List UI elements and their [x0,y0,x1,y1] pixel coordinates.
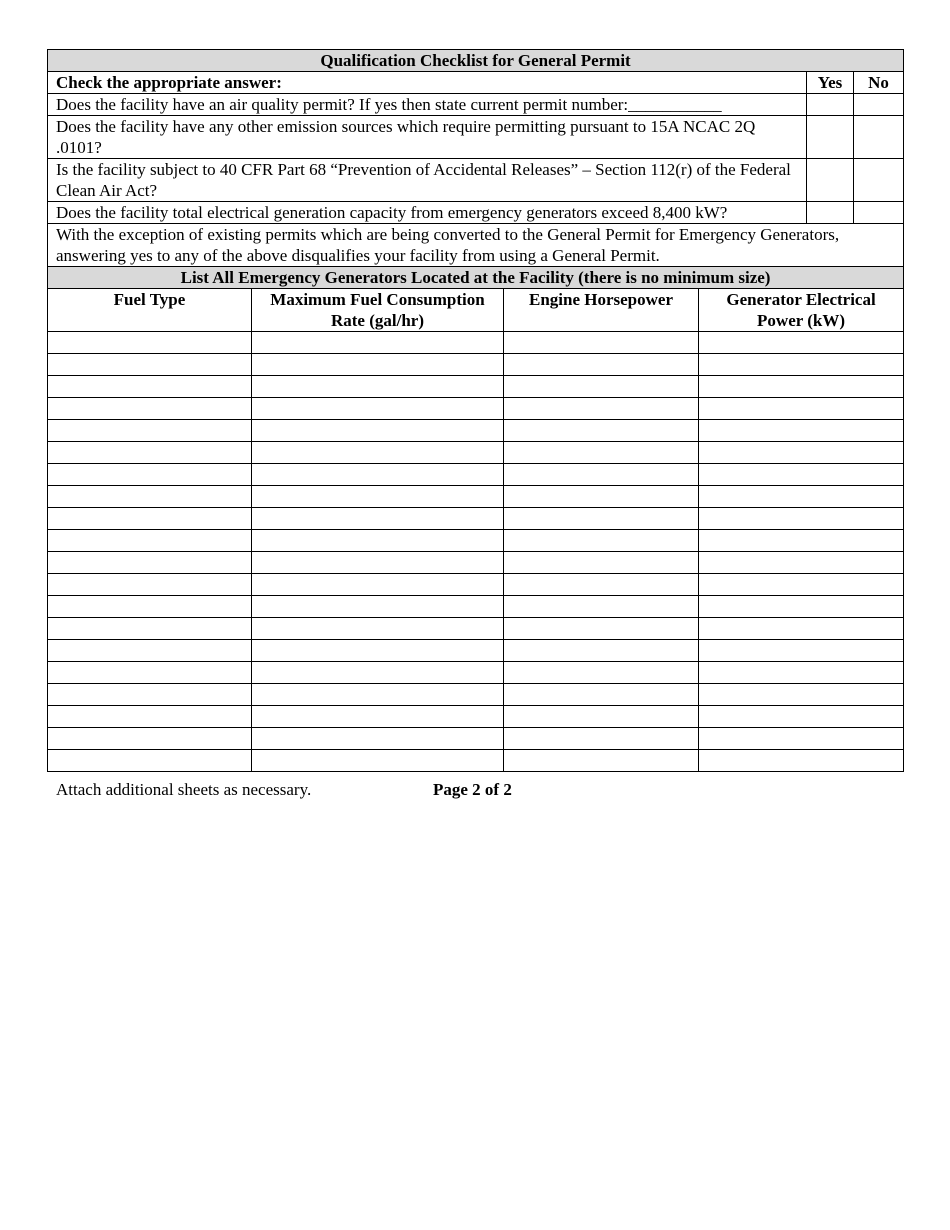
no-checkbox-cell[interactable] [854,159,904,202]
generator-entry-row [48,640,904,662]
check-header-row [48,72,904,94]
generator-entry-row [48,750,904,772]
horsepower-cell[interactable] [504,750,699,772]
horsepower-cell[interactable] [504,596,699,618]
generator-entry-row [48,420,904,442]
attach-note: Attach additional sheets as necessary. [56,780,312,799]
fuel-type-cell[interactable] [48,728,252,750]
power-cell[interactable] [699,464,904,486]
max-fuel-rate-cell[interactable] [252,640,504,662]
max-fuel-rate-cell[interactable] [252,706,504,728]
generators-title: List All Emergency Generators Located at the Facility (there is no minimum size) [48,267,904,289]
max-fuel-rate-cell[interactable] [252,420,504,442]
question-row [48,94,904,116]
fuel-type-cell[interactable] [48,662,252,684]
fuel-type-cell[interactable] [48,376,252,398]
generator-entry-row [48,486,904,508]
max-fuel-rate-cell[interactable] [252,398,504,420]
yes-header: Yes [807,72,854,94]
yes-checkbox-cell[interactable] [807,94,854,116]
max-fuel-rate-cell[interactable] [252,552,504,574]
max-fuel-rate-cell[interactable] [252,618,504,640]
generator-entry-row [48,530,904,552]
yes-checkbox-cell[interactable] [807,159,854,202]
power-cell[interactable] [699,574,904,596]
fuel-type-cell[interactable] [48,640,252,662]
max-fuel-rate-cell[interactable] [252,332,504,354]
horsepower-cell[interactable] [504,574,699,596]
power-cell[interactable] [699,354,904,376]
power-cell[interactable] [699,640,904,662]
question-air-permit: Does the facility have an air quality permit? If yes then state current permit number:___________ [48,94,807,116]
max-fuel-rate-cell[interactable] [252,442,504,464]
generator-entry-row [48,684,904,706]
fuel-type-cell[interactable] [48,508,252,530]
no-checkbox-cell[interactable] [854,116,904,159]
horsepower-cell[interactable] [504,684,699,706]
power-cell[interactable] [699,442,904,464]
power-cell[interactable] [699,486,904,508]
max-fuel-rate-cell[interactable] [252,574,504,596]
power-cell[interactable] [699,332,904,354]
col-generator-power [699,289,904,332]
fuel-type-cell[interactable] [48,596,252,618]
fuel-type-cell[interactable] [48,706,252,728]
question-row [48,116,904,159]
max-fuel-rate-cell[interactable] [252,596,504,618]
max-fuel-rate-cell[interactable] [252,486,504,508]
no-header: No [854,72,904,94]
power-cell[interactable] [699,618,904,640]
generator-entry-row [48,596,904,618]
horsepower-cell[interactable] [504,464,699,486]
generator-entry-row [48,728,904,750]
power-cell[interactable] [699,728,904,750]
max-fuel-rate-cell[interactable] [252,662,504,684]
max-fuel-rate-cell[interactable] [252,530,504,552]
horsepower-cell[interactable] [504,706,699,728]
max-fuel-rate-cell[interactable] [252,750,504,772]
power-cell[interactable] [699,596,904,618]
generator-entry-row [48,552,904,574]
col-fuel-type: Fuel Type [48,289,252,332]
generator-entry-row [48,442,904,464]
max-fuel-rate-cell[interactable] [252,508,504,530]
generator-entry-row [48,332,904,354]
horsepower-cell[interactable] [504,332,699,354]
power-cell[interactable] [699,750,904,772]
question-part-68: Is the facility subject to 40 CFR Part 68 “Prevention of Accidental Releases” – Section 112(r) of the Federal Clean Air Act? [48,159,807,202]
generator-entry-row [48,398,904,420]
power-cell[interactable] [699,508,904,530]
horsepower-cell[interactable] [504,442,699,464]
fuel-type-cell[interactable] [48,464,252,486]
max-fuel-rate-cell[interactable] [252,684,504,706]
fuel-type-cell[interactable] [48,420,252,442]
power-cell[interactable] [699,376,904,398]
fuel-type-cell[interactable] [48,332,252,354]
horsepower-cell[interactable] [504,662,699,684]
disclaimer-text: With the exception of existing permits which are being converted to the General Permit for Emergency Generators, answering yes to any of the above disqualifies your facility from using a General Permit. [48,224,904,267]
max-fuel-rate-cell[interactable] [252,728,504,750]
horsepower-cell[interactable] [504,530,699,552]
generators-title-row [48,267,904,289]
title-row [48,50,904,72]
power-cell[interactable] [699,552,904,574]
fuel-type-cell[interactable] [48,618,252,640]
fuel-type-cell[interactable] [48,398,252,420]
horsepower-cell[interactable] [504,618,699,640]
power-cell[interactable] [699,662,904,684]
fuel-type-cell[interactable] [48,552,252,574]
horsepower-cell[interactable] [504,508,699,530]
column-header-row [48,289,904,332]
horsepower-cell[interactable] [504,420,699,442]
fuel-type-cell[interactable] [48,486,252,508]
generator-entry-row [48,376,904,398]
power-cell[interactable] [699,420,904,442]
generator-entry-row [48,618,904,640]
question-row [48,202,904,224]
horsepower-cell[interactable] [504,640,699,662]
generator-entry-row [48,464,904,486]
col-max-fuel-rate-label: Maximum Fuel Consumption Rate (gal/hr) [270,290,485,330]
fuel-type-cell[interactable] [48,750,252,772]
generator-entry-row [48,508,904,530]
yes-checkbox-cell[interactable] [807,202,854,224]
page-number: Page 2 of 2 [433,780,512,799]
power-cell[interactable] [699,530,904,552]
question-other-sources: Does the facility have any other emission sources which require permitting pursuant to 15A NCAC 2Q .0101? [48,116,807,159]
horsepower-cell[interactable] [504,728,699,750]
horsepower-cell[interactable] [504,354,699,376]
fuel-type-cell[interactable] [48,442,252,464]
yes-checkbox-cell[interactable] [807,116,854,159]
fuel-type-cell[interactable] [48,574,252,596]
check-label: Check the appropriate answer: [48,72,807,94]
generator-entry-row [48,662,904,684]
form-title: Qualification Checklist for General Permit [48,50,904,72]
horsepower-cell[interactable] [504,552,699,574]
max-fuel-rate-cell[interactable] [252,354,504,376]
max-fuel-rate-cell[interactable] [252,464,504,486]
no-checkbox-cell[interactable] [854,202,904,224]
generator-entry-row [48,354,904,376]
disclaimer-row [48,224,904,267]
fuel-type-cell[interactable] [48,530,252,552]
max-fuel-rate-cell[interactable] [252,376,504,398]
generator-entry-row [48,574,904,596]
horsepower-cell[interactable] [504,486,699,508]
no-checkbox-cell[interactable] [854,94,904,116]
question-capacity: Does the facility total electrical generation capacity from emergency generators exceed 8,400 kW? [48,202,807,224]
col-engine-horsepower: Engine Horsepower [504,289,699,332]
power-cell[interactable] [699,706,904,728]
power-cell[interactable] [699,398,904,420]
horsepower-cell[interactable] [504,398,699,420]
generator-entry-row [48,706,904,728]
power-cell[interactable] [699,684,904,706]
generator-rows [48,332,904,772]
horsepower-cell[interactable] [504,376,699,398]
qualification-checklist-table [47,49,904,772]
col-max-fuel-rate [252,289,504,332]
col-generator-power-label: Generator Electrical Power (kW) [726,290,876,330]
fuel-type-cell[interactable] [48,354,252,376]
question-row [48,159,904,202]
fuel-type-cell[interactable] [48,684,252,706]
